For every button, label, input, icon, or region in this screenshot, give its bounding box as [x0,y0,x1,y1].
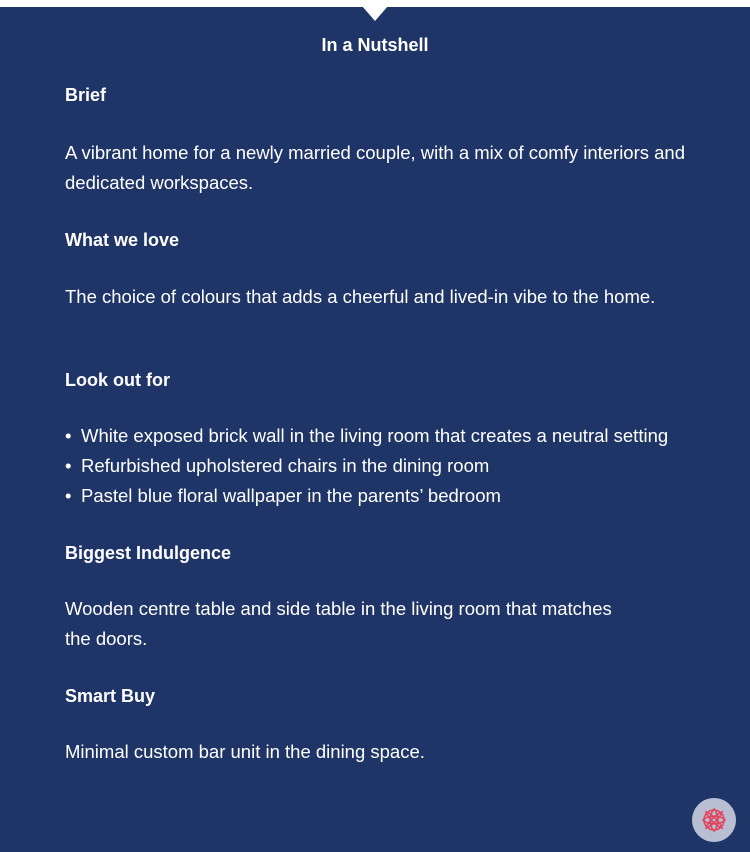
indulgence-heading: Biggest Indulgence [65,543,232,563]
love-heading: What we love [65,230,180,250]
page-title: In a Nutshell [321,35,429,55]
floating-action-button[interactable] [692,798,736,842]
list-item-text: Refurbished upholstered chairs in the dining room [81,455,490,476]
smartbuy-heading: Smart Buy [65,686,156,706]
indulgence-text [65,594,685,654]
indulgence-line-1: Wooden centre table and side table in the living room that matches [65,598,612,619]
list-item [65,421,705,451]
bullet-dot: • [65,425,72,446]
lookout-list [65,421,705,511]
indulgence-line-2: the doors. [65,628,148,649]
smartbuy-text: Minimal custom bar unit in the dining space. [65,741,425,762]
bullet-dot: • [65,485,72,506]
list-item-text: White exposed brick wall in the living room that creates a neutral setting [81,425,669,446]
list-item [65,481,705,511]
brief-text: A vibrant home for a newly married couple, with a mix of comfy interiors and dedicated workspaces. [65,142,686,193]
bullet-dot: • [65,455,72,476]
list-item [65,451,705,481]
pointer-notch [362,6,388,21]
lookout-heading: Look out for [65,370,170,390]
flower-logo-icon [699,805,729,835]
list-item-text: Pastel blue floral wallpaper in the parents’ bedroom [81,485,501,506]
brief-heading: Brief [65,85,107,105]
love-text: The choice of colours that adds a cheerful and lived-in vibe to the home. [65,286,656,307]
